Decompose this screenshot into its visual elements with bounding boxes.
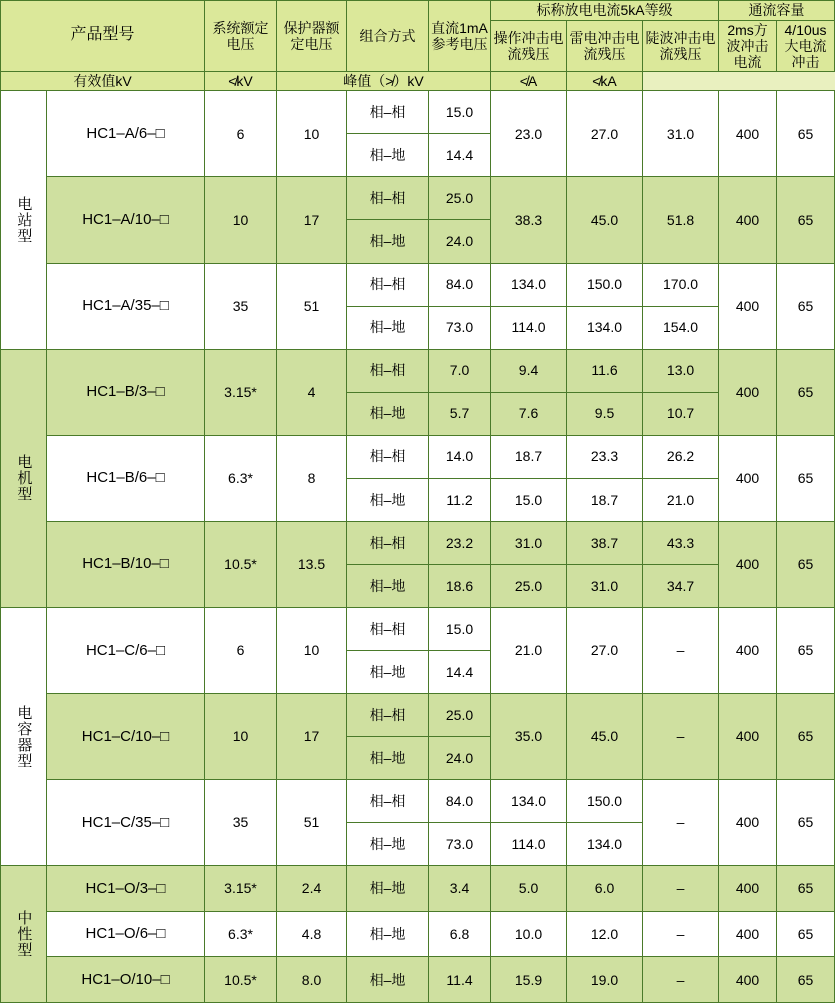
high-current-cell: 65 bbox=[777, 957, 835, 1003]
dc-reference-voltage-cell: 14.4 bbox=[429, 134, 491, 177]
combination-mode-cell: 相–地 bbox=[347, 823, 429, 866]
header-dc-reference-voltage-label: 直流1mA参考电压 bbox=[431, 19, 488, 52]
combination-mode-cell: 相–相 bbox=[347, 263, 429, 306]
steep-wave-residual-cell: – bbox=[643, 693, 719, 779]
header-switching-impulse-residual bbox=[491, 20, 567, 71]
steep-wave-residual-cell: 43.3 bbox=[643, 521, 719, 564]
header-square-wave-2ms bbox=[719, 20, 777, 71]
header-system-rated-voltage bbox=[205, 1, 277, 72]
combination-mode-cell: 相–地 bbox=[347, 306, 429, 349]
steep-wave-residual-cell: 34.7 bbox=[643, 564, 719, 607]
square-wave-current-cell: 400 bbox=[719, 435, 777, 521]
product-model-cell: HC1–A/35–□ bbox=[47, 263, 205, 349]
table-row bbox=[1, 957, 835, 1003]
product-model-cell: HC1–B/10–□ bbox=[47, 521, 205, 607]
protector-voltage-cell: 51 bbox=[277, 780, 347, 866]
square-wave-current-cell: 400 bbox=[719, 177, 777, 263]
combination-mode-cell: 相–地 bbox=[347, 911, 429, 957]
combination-mode-cell: 相–相 bbox=[347, 435, 429, 478]
product-model-cell: HC1–C/10–□ bbox=[47, 693, 205, 779]
high-current-cell: 65 bbox=[777, 521, 835, 607]
lightning-residual-cell: 23.3 bbox=[567, 435, 643, 478]
dc-reference-voltage-cell: 11.2 bbox=[429, 478, 491, 521]
header-square-wave-2ms-label: 2ms方波冲击电流 bbox=[726, 21, 769, 70]
table-row bbox=[1, 435, 835, 478]
dc-reference-voltage-cell: 5.7 bbox=[429, 392, 491, 435]
table-header bbox=[1, 1, 835, 91]
lightning-residual-cell: 9.5 bbox=[567, 392, 643, 435]
protector-voltage-cell: 4.8 bbox=[277, 911, 347, 957]
switching-residual-cell: 23.0 bbox=[491, 91, 567, 177]
switching-residual-cell: 5.0 bbox=[491, 866, 567, 912]
steep-wave-residual-cell: – bbox=[643, 866, 719, 912]
table-row bbox=[1, 349, 835, 392]
table-row bbox=[1, 911, 835, 957]
protector-voltage-cell: 2.4 bbox=[277, 866, 347, 912]
protector-voltage-cell: 10 bbox=[277, 607, 347, 693]
system-voltage-cell: 10 bbox=[205, 693, 277, 779]
product-model-cell: HC1–B/6–□ bbox=[47, 435, 205, 521]
product-model-cell: HC1–B/3–□ bbox=[47, 349, 205, 435]
steep-wave-residual-cell: 21.0 bbox=[643, 478, 719, 521]
square-wave-current-cell: 400 bbox=[719, 607, 777, 693]
header-steep-wave-impulse-residual-label: 陡波冲击电流残压 bbox=[645, 29, 716, 62]
protector-voltage-cell: 10 bbox=[277, 91, 347, 177]
dc-reference-voltage-cell: 6.8 bbox=[429, 911, 491, 957]
switching-residual-cell: 35.0 bbox=[491, 693, 567, 779]
lightning-residual-cell: 150.0 bbox=[567, 263, 643, 306]
header-system-rated-voltage-label: 系统额定电压 bbox=[212, 19, 269, 52]
unit-le-ka: ≮kA bbox=[567, 71, 643, 91]
square-wave-current-cell: 400 bbox=[719, 957, 777, 1003]
header-combination-mode-label: 组合方式 bbox=[359, 27, 416, 44]
lightning-residual-cell: 12.0 bbox=[567, 911, 643, 957]
system-voltage-cell: 10.5* bbox=[205, 957, 277, 1003]
dc-reference-voltage-cell: 73.0 bbox=[429, 823, 491, 866]
lightning-residual-cell: 134.0 bbox=[567, 306, 643, 349]
combination-mode-cell: 相–地 bbox=[347, 392, 429, 435]
dc-reference-voltage-cell: 25.0 bbox=[429, 693, 491, 736]
lightning-residual-cell: 45.0 bbox=[567, 693, 643, 779]
protector-voltage-cell: 4 bbox=[277, 349, 347, 435]
table-row bbox=[1, 91, 835, 134]
high-current-cell: 65 bbox=[777, 177, 835, 263]
system-voltage-cell: 10 bbox=[205, 177, 277, 263]
unit-le-kv: ≮kV bbox=[205, 71, 277, 91]
category-label bbox=[1, 607, 47, 865]
combination-mode-cell: 相–相 bbox=[347, 780, 429, 823]
combination-mode-cell: 相–地 bbox=[347, 957, 429, 1003]
steep-wave-residual-cell: 26.2 bbox=[643, 435, 719, 478]
high-current-cell: 65 bbox=[777, 263, 835, 349]
high-current-cell: 65 bbox=[777, 911, 835, 957]
steep-wave-residual-cell: 31.0 bbox=[643, 91, 719, 177]
protector-voltage-cell: 8 bbox=[277, 435, 347, 521]
square-wave-current-cell: 400 bbox=[719, 693, 777, 779]
lightning-residual-cell: 134.0 bbox=[567, 823, 643, 866]
protector-voltage-cell: 17 bbox=[277, 177, 347, 263]
table-body bbox=[1, 91, 835, 1003]
protector-voltage-cell: 17 bbox=[277, 693, 347, 779]
dc-reference-voltage-cell: 7.0 bbox=[429, 349, 491, 392]
switching-residual-cell: 18.7 bbox=[491, 435, 567, 478]
combination-mode-cell: 相–相 bbox=[347, 349, 429, 392]
switching-residual-cell: 114.0 bbox=[491, 306, 567, 349]
table-row bbox=[1, 866, 835, 912]
square-wave-current-cell: 400 bbox=[719, 780, 777, 866]
product-model-cell: HC1–C/35–□ bbox=[47, 780, 205, 866]
header-high-current-4-10us bbox=[777, 20, 835, 71]
unit-le-a: ≮A bbox=[491, 71, 567, 91]
system-voltage-cell: 6 bbox=[205, 607, 277, 693]
steep-wave-residual-cell: 13.0 bbox=[643, 349, 719, 392]
table-row bbox=[1, 693, 835, 736]
switching-residual-cell: 15.0 bbox=[491, 478, 567, 521]
combination-mode-cell: 相–地 bbox=[347, 220, 429, 263]
product-model-cell: HC1–O/6–□ bbox=[47, 911, 205, 957]
lightning-residual-cell: 38.7 bbox=[567, 521, 643, 564]
square-wave-current-cell: 400 bbox=[719, 91, 777, 177]
header-dc-reference-voltage bbox=[429, 1, 491, 72]
table-row bbox=[1, 263, 835, 306]
switching-residual-cell: 31.0 bbox=[491, 521, 567, 564]
high-current-cell: 65 bbox=[777, 607, 835, 693]
product-model-cell: HC1–C/6–□ bbox=[47, 607, 205, 693]
steep-wave-residual-cell: 170.0 bbox=[643, 263, 719, 306]
header-flow-capacity-group: 通流容量 bbox=[719, 1, 835, 21]
category-label-text: 中性型 bbox=[15, 910, 33, 959]
high-current-cell: 65 bbox=[777, 349, 835, 435]
high-current-cell: 65 bbox=[777, 780, 835, 866]
header-protector-rated-voltage bbox=[277, 1, 347, 72]
system-voltage-cell: 35 bbox=[205, 780, 277, 866]
lightning-residual-cell: 150.0 bbox=[567, 780, 643, 823]
system-voltage-cell: 6 bbox=[205, 91, 277, 177]
product-model-cell: HC1–O/10–□ bbox=[47, 957, 205, 1003]
dc-reference-voltage-cell: 84.0 bbox=[429, 780, 491, 823]
square-wave-current-cell: 400 bbox=[719, 349, 777, 435]
category-label bbox=[1, 91, 47, 349]
unit-rms-kv: 有效值kV bbox=[1, 71, 205, 91]
dc-reference-voltage-cell: 73.0 bbox=[429, 306, 491, 349]
combination-mode-cell: 相–地 bbox=[347, 866, 429, 912]
combination-mode-cell: 相–相 bbox=[347, 177, 429, 220]
lightning-residual-cell: 45.0 bbox=[567, 177, 643, 263]
combination-mode-cell: 相–相 bbox=[347, 521, 429, 564]
combination-mode-cell: 相–相 bbox=[347, 693, 429, 736]
high-current-cell: 65 bbox=[777, 435, 835, 521]
steep-wave-residual-cell: 51.8 bbox=[643, 177, 719, 263]
dc-reference-voltage-cell: 25.0 bbox=[429, 177, 491, 220]
system-voltage-cell: 10.5* bbox=[205, 521, 277, 607]
dc-reference-voltage-cell: 11.4 bbox=[429, 957, 491, 1003]
steep-wave-residual-cell: – bbox=[643, 780, 719, 866]
protector-voltage-cell: 13.5 bbox=[277, 521, 347, 607]
header-lightning-impulse-residual-label: 雷电冲击电流残压 bbox=[569, 29, 640, 62]
switching-residual-cell: 114.0 bbox=[491, 823, 567, 866]
dc-reference-voltage-cell: 18.6 bbox=[429, 564, 491, 607]
dc-reference-voltage-cell: 24.0 bbox=[429, 220, 491, 263]
header-switching-impulse-residual-label: 操作冲击电流残压 bbox=[493, 29, 564, 62]
table-row bbox=[1, 521, 835, 564]
combination-mode-cell: 相–相 bbox=[347, 607, 429, 650]
switching-residual-cell: 25.0 bbox=[491, 564, 567, 607]
lightning-residual-cell: 27.0 bbox=[567, 91, 643, 177]
switching-residual-cell: 134.0 bbox=[491, 263, 567, 306]
switching-residual-cell: 134.0 bbox=[491, 780, 567, 823]
combination-mode-cell: 相–地 bbox=[347, 650, 429, 693]
combination-mode-cell: 相–相 bbox=[347, 91, 429, 134]
header-protector-rated-voltage-label: 保护器额定电压 bbox=[283, 19, 340, 52]
switching-residual-cell: 9.4 bbox=[491, 349, 567, 392]
system-voltage-cell: 35 bbox=[205, 263, 277, 349]
combination-mode-cell: 相–地 bbox=[347, 564, 429, 607]
units-row bbox=[1, 71, 835, 91]
dc-reference-voltage-cell: 14.0 bbox=[429, 435, 491, 478]
table-row bbox=[1, 177, 835, 220]
product-model-cell: HC1–A/10–□ bbox=[47, 177, 205, 263]
category-label-text: 电容器型 bbox=[15, 704, 33, 769]
product-model-cell: HC1–O/3–□ bbox=[47, 866, 205, 912]
lightning-residual-cell: 19.0 bbox=[567, 957, 643, 1003]
high-current-cell: 65 bbox=[777, 866, 835, 912]
switching-residual-cell: 38.3 bbox=[491, 177, 567, 263]
switching-residual-cell: 10.0 bbox=[491, 911, 567, 957]
high-current-cell: 65 bbox=[777, 693, 835, 779]
system-voltage-cell: 3.15* bbox=[205, 349, 277, 435]
switching-residual-cell: 15.9 bbox=[491, 957, 567, 1003]
lightning-residual-cell: 27.0 bbox=[567, 607, 643, 693]
dc-reference-voltage-cell: 15.0 bbox=[429, 91, 491, 134]
dc-reference-voltage-cell: 84.0 bbox=[429, 263, 491, 306]
header-lightning-impulse-residual bbox=[567, 20, 643, 71]
dc-reference-voltage-cell: 24.0 bbox=[429, 737, 491, 780]
category-label bbox=[1, 866, 47, 1003]
category-label bbox=[1, 349, 47, 607]
lightning-residual-cell: 18.7 bbox=[567, 478, 643, 521]
dc-reference-voltage-cell: 23.2 bbox=[429, 521, 491, 564]
header-high-current-4-10us-label: 4/10us大电流冲击 bbox=[784, 21, 827, 70]
high-current-cell: 65 bbox=[777, 91, 835, 177]
system-voltage-cell: 6.3* bbox=[205, 911, 277, 957]
unit-peak-kv: 峰值（≯）kV bbox=[277, 71, 491, 91]
system-voltage-cell: 6.3* bbox=[205, 435, 277, 521]
switching-residual-cell: 21.0 bbox=[491, 607, 567, 693]
steep-wave-residual-cell: 154.0 bbox=[643, 306, 719, 349]
header-nominal-discharge-current-group: 标称放电电流5kA等级 bbox=[491, 1, 719, 21]
lightning-residual-cell: 6.0 bbox=[567, 866, 643, 912]
steep-wave-residual-cell: – bbox=[643, 957, 719, 1003]
square-wave-current-cell: 400 bbox=[719, 866, 777, 912]
steep-wave-residual-cell: – bbox=[643, 607, 719, 693]
product-model-cell: HC1–A/6–□ bbox=[47, 91, 205, 177]
header-combination-mode bbox=[347, 1, 429, 72]
header-steep-wave-impulse-residual bbox=[643, 20, 719, 71]
square-wave-current-cell: 400 bbox=[719, 911, 777, 957]
switching-residual-cell: 7.6 bbox=[491, 392, 567, 435]
square-wave-current-cell: 400 bbox=[719, 263, 777, 349]
steep-wave-residual-cell: – bbox=[643, 911, 719, 957]
table-row bbox=[1, 780, 835, 823]
category-label-text: 电机型 bbox=[15, 454, 33, 503]
lightning-residual-cell: 31.0 bbox=[567, 564, 643, 607]
protector-voltage-cell: 51 bbox=[277, 263, 347, 349]
square-wave-current-cell: 400 bbox=[719, 521, 777, 607]
protector-voltage-cell: 8.0 bbox=[277, 957, 347, 1003]
combination-mode-cell: 相–地 bbox=[347, 478, 429, 521]
dc-reference-voltage-cell: 3.4 bbox=[429, 866, 491, 912]
lightning-residual-cell: 11.6 bbox=[567, 349, 643, 392]
system-voltage-cell: 3.15* bbox=[205, 866, 277, 912]
steep-wave-residual-cell: 10.7 bbox=[643, 392, 719, 435]
header-product-model: 产品型号 bbox=[1, 1, 205, 72]
table-row bbox=[1, 607, 835, 650]
category-label-text: 电站型 bbox=[15, 195, 33, 244]
combination-mode-cell: 相–地 bbox=[347, 134, 429, 177]
combination-mode-cell: 相–地 bbox=[347, 737, 429, 780]
dc-reference-voltage-cell: 14.4 bbox=[429, 650, 491, 693]
dc-reference-voltage-cell: 15.0 bbox=[429, 607, 491, 650]
